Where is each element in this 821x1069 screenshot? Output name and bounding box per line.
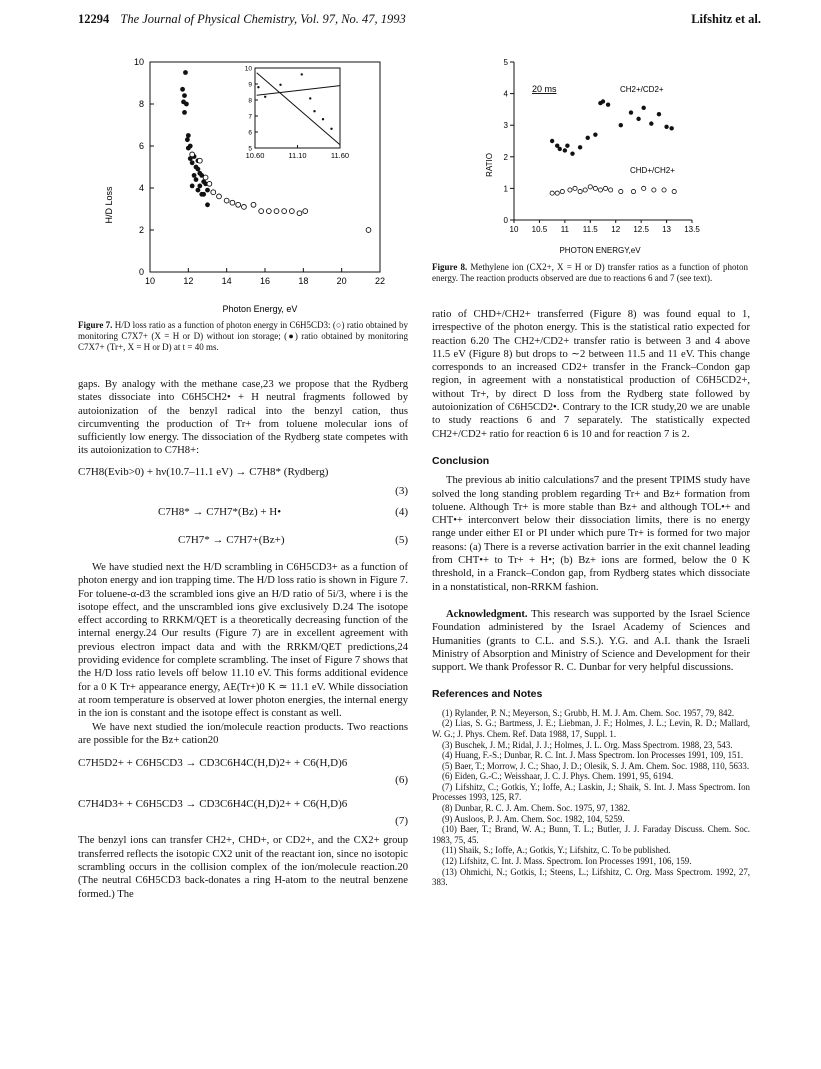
figure-8-chd-ch2-point (555, 191, 559, 195)
reference-item: (10) Baer, T.; Brand, W. A.; Bunn, T. L.; Butler, J. J. Faraday Discuss. Chem. Soc. 1983, 75, 45. (432, 824, 750, 845)
figure-8-time-annotation: 20 ms (532, 84, 557, 94)
figure-7-open-point (230, 200, 235, 205)
figure-8-ch2-cd2-point (601, 99, 605, 103)
figure-7-filled-point (185, 137, 190, 142)
figure-8-ytick: 1 (503, 184, 508, 194)
figure-8-chd-ch2-point (672, 189, 676, 193)
figure-8-xtick: 10 (509, 225, 519, 234)
figure-8-ch2-cd2-point (550, 139, 554, 143)
equation-6 (78, 757, 408, 770)
figure-7-open-point (289, 209, 294, 214)
conclusion-heading: Conclusion (432, 454, 490, 467)
figure-7-inset-point (330, 128, 332, 130)
figure-8-xtick: 12 (611, 225, 621, 234)
figure-7-xtick: 12 (183, 276, 194, 286)
figure-8-chd-ch2-point (578, 189, 582, 193)
figure-7-filled-point (197, 184, 202, 189)
figure-8-ch2-cd2-point (606, 102, 610, 106)
reference-item: (7) Lifshitz, C.; Gotkis, Y.; Ioffe, A.; Laskin, J.; Shaik, S. Int. J. Mass Spectrom. Ion Processes 1993, 125, R7. (432, 781, 750, 803)
figure-7-inset-ytick: 10 (244, 65, 252, 73)
acknowledgment-paragraph (432, 608, 750, 674)
figure-8-ch2-cd2-point (570, 151, 574, 155)
figure-7-ytick: 0 (138, 267, 144, 277)
equation-7 (78, 798, 408, 811)
figure-7-xtick: 22 (374, 276, 386, 286)
figure-7-filled-point (190, 184, 195, 189)
figure-8-ch2-cd2-point (649, 121, 653, 125)
figure-7-inset-xtick: 10.60 (245, 151, 265, 160)
figure-7-inset-ytick: 8 (248, 97, 252, 105)
figure-7-filled-point (186, 133, 191, 138)
figure-7-open-point (266, 209, 271, 214)
figure-8-xtick: 13.5 (684, 225, 700, 234)
figure-7-filled-point (205, 188, 210, 193)
figure-8-ch2-cd2-point (593, 132, 597, 136)
figure-8-caption-text: Methylene ion (CX2+, X = H or D) transfer ratios as a function of photon energy. The reaction products observed are due to reactions 6 and 7 (see text). (432, 262, 749, 283)
figure-8-ytick: 3 (503, 121, 508, 131)
equation-5-text: C7H7* → C7H7+(Bz+) (178, 533, 285, 546)
figure-7-inset-xtick: 11.60 (330, 151, 350, 160)
figure-7-filled-point (196, 167, 201, 172)
figure-8-chd-ch2-point (598, 188, 602, 192)
acknowledgment-heading: Acknowledgment. (446, 608, 528, 620)
equation-7-text: C7H4D3+ + C6H5CD3 → CD3C6H4C(H,D)2+ + C6(H,D)6 (78, 797, 348, 810)
references-list (432, 708, 750, 888)
figure-8-ylabel: RATIO (485, 153, 494, 177)
figure-7-xtick: 10 (144, 276, 156, 286)
page-header (78, 12, 761, 30)
figure-7-inset-point (257, 86, 259, 88)
figure-8-chd-ch2-point (631, 189, 635, 193)
reference-item: (13) Ohmichi, N.; Gotkis, I.; Steens, L.; Lifshitz, C. Org. Mass Spectrom. 1992, 27, 383. (432, 866, 750, 888)
figure-8-chd-ch2-point (593, 186, 597, 190)
figure-8-ytick: 2 (503, 152, 508, 162)
figure-7-filled-point (184, 102, 189, 107)
figure-7-open-point (274, 209, 279, 214)
figure-8-xtick: 12.5 (633, 225, 649, 234)
equation-4-text: C7H8* → C7H7*(Bz) + H• (158, 506, 282, 519)
figure-8-xtick: 13 (662, 225, 672, 234)
right-column (432, 308, 750, 888)
figure-7-inset-ytick: 7 (248, 113, 252, 121)
references-heading: References and Notes (432, 688, 543, 701)
figure-8-chd-ch2-point (619, 189, 623, 193)
figure-7-open-point (259, 209, 264, 214)
figure-7-inset-ytick: 9 (248, 81, 252, 89)
figure-7-inset-ytick: 6 (248, 129, 252, 137)
figure-7-xlabel: Photon Energy, eV (222, 304, 298, 314)
figure-7-filled-point (196, 188, 201, 193)
figure-7-open-point (211, 190, 216, 195)
equation-7-number: (7) (395, 815, 408, 828)
figure-7-inset-point (313, 110, 315, 112)
reference-item: (2) Lias, S. G.; Bartmess, J. E.; Liebman, J. F.; Holmes, J. L.; Levin, R. D.; Mallard, W. G.; J. Phys. Chem. Ref. Data 1988, 17, Suppl. 1. (432, 718, 750, 739)
figure-7-caption-text: H/D loss ratio as a function of photon energy in C6H5CD3: (○) ratio obtained by monitoring C7X7+ (X = H or D) without ion storage; (●) ratio obtained by monitoring C7X7+ (Tr+, X = H or D) at t = 40 ms. (78, 320, 408, 352)
journal-name: The Journal of Physical Chemistry, Vol. 97, No. 47, 1993 (120, 12, 406, 26)
figure-8-ch2-cd2-point (578, 145, 582, 149)
figure-8-ytick: 5 (503, 58, 508, 67)
figure-7-ytick: 4 (138, 183, 144, 193)
equation-4-number: (4) (395, 506, 408, 519)
running-authors: Lifshitz et al. (691, 12, 761, 26)
figure-7-filled-point (182, 93, 187, 98)
figure-8-ch2-cd2-point (586, 136, 590, 140)
figure-7-inset-point (309, 97, 311, 99)
figure-7-inset-point (279, 84, 281, 86)
figure-7-open-point (251, 202, 256, 207)
figure-8-chd-ch2-point (588, 185, 592, 189)
figure-7-chart (100, 50, 390, 315)
left-paragraph-1: gaps. By analogy with the methane case,23 we propose that the Rydberg states dissociate into C6H5CH2• + H neutral fragments followed by autoionization of the benzyl radical into the benzyl cation, thus circumventing the production of Tr+ from toluene molecular ions of sufficiently low energy. The dissociation of the Rydberg state competes with its autoionization to C7H8+: (78, 379, 408, 457)
figure-7-open-point (217, 194, 222, 199)
figure-7-open-point (190, 152, 195, 157)
figure-8-ch2-cd2-point (563, 148, 567, 152)
figure-7-filled-point (194, 177, 199, 182)
figure-7-open-point (236, 202, 241, 207)
reference-item: (12) Lifshitz, C. Int. J. Mass. Spectrom. Ion Processes 1991, 106, 159. (442, 856, 692, 867)
conclusion-paragraph: The previous ab initio calculations7 and the present TPIMS study have solved the long standing problem regarding Tr+ and Bz+ formation from toluene. Although Tr+ is more stable than Bz+ and although TOL•+ and CHT•+ interconvert below their dissociation limits, there is no energy range under either EI or PI under which pure Tr+ is formed for two major reasons: (a) There is a reverse activation barrier in the exit channel leading from CHT•+ to Tr+ + H•; (b) Bz+ ions are formed, below the 0 K threshold, in a Franck–Condon gap, from Rydberg states which dissociate in a nonstatistical, non-RRKM fashion. (432, 475, 750, 593)
figure-8-chd-ch2-point (603, 186, 607, 190)
figure-7-open-point (366, 228, 371, 233)
figure-7-ylabel: H/D Loss (104, 186, 114, 224)
equation-3-text: C7H8(Evib>0) + hν(10.7–11.1 eV) → C7H8* (Rydberg) (78, 465, 329, 478)
reference-item: (3) Buschek, J. M.; Ridal, J. J.; Holmes, J. L. Org. Mass Spectrom. 1988, 23, 543. (442, 739, 733, 750)
equation-5 (78, 534, 408, 547)
figure-8-chd-ch2-point (662, 188, 666, 192)
figure-8-ch2-cd2-point (636, 117, 640, 121)
left-paragraph-4: The benzyl ions can transfer CH2+, CHD+, or CD2+, and the CX2+ group transferred reflects the isotopic CX2 unit of the reactant ion, since no isotopic scrambling occurs in the collision complex of the ion/molecule reaction.20 (The neutral C6H5CD3 back-donates a ring H-atom to the neutral benzene formed.) The (78, 835, 408, 900)
figure-7-inset-ytick: 5 (248, 145, 252, 153)
figure-8-ch2-cd2-point (629, 110, 633, 114)
figure-7-ytick: 8 (138, 99, 144, 109)
figure-8-series2-label: CHD+/CH2+ (630, 166, 675, 175)
figure-7-xtick: 18 (298, 276, 309, 286)
figure-8-ytick: 4 (503, 89, 508, 99)
reference-item: (6) Eiden, G.-C.; Weisshaar, J. C. J. Phys. Chem. 1991, 95, 6194. (442, 771, 674, 782)
figure-7-open-point (242, 205, 247, 210)
reference-item: (1) Rylander, P. N.; Meyerson, S.; Grubb, H. M. J. Am. Chem. Soc. 1957, 79, 842. (442, 707, 735, 718)
reference-item: (4) Huang, F.-S.; Dunbar, R. C. Int. J. Mass Spectrom. Ion Processes 1991, 109, 151. (442, 750, 744, 761)
figure-7-filled-point (180, 87, 185, 92)
left-paragraph-3: We have next studied the ion/molecule reaction products. Two reactions are possible for the Bz+ cation20 (78, 721, 408, 746)
figure-8-ch2-cd2-point (669, 126, 673, 130)
figure-7-ytick: 10 (133, 57, 144, 67)
figure-8-chd-ch2-point (568, 188, 572, 192)
figure-7-caption-label: Figure 7. (78, 320, 113, 330)
reference-item: (9) Ausloos, P. J. Am. Chem. Soc. 1982, 104, 5259. (442, 813, 625, 824)
figure-8-caption-label: Figure 8. (432, 262, 468, 272)
figure-8-ch2-cd2-point (641, 106, 645, 110)
figure-8-chd-ch2-point (583, 188, 587, 192)
figure-7-ytick: 2 (138, 225, 144, 235)
figure-7-xtick: 14 (221, 276, 232, 286)
figure-8-series1-label: CH2+/CD2+ (620, 85, 664, 94)
right-paragraph-1: ratio of CHD+/CH2+ transferred (Figure 8) was found equal to 1, irrespective of the photon energy. This is the statistical ratio expected for reaction 6.20 The CH2+/CD2+ transfer ratio is between 3 and 4 above 11.5 eV (Figure 8) but drops to ∼2 between 11.5 and 11 eV. This change corresponds to an increased CD2+ transfer in the Franck–Condon gap region, in agreement with a nonstatistical production of C6H5CD2+, without Tr+, by direct D loss from the Rydberg state followed by autoionization of C6H5CD2•. Contrary to the ICR study,20 we are unable to study reactions 6 and 7 separately. The statistically expected CH2+/CD2+ ratio for reaction 6 is 10 and for reaction 7 is 2. (432, 309, 750, 440)
figure-7-inset-point (322, 118, 324, 120)
equation-4 (78, 506, 408, 519)
figure-8-xlabel: PHOTON ENERGY,eV (559, 246, 641, 255)
figure-7-filled-point (190, 160, 195, 165)
figure-7-filled-point (205, 202, 210, 207)
figure-7-open-point (197, 158, 202, 163)
left-column (78, 378, 408, 901)
left-paragraph-2: We have studied next the H/D scrambling in C6H5CD3+ as a function of photon energy and ion trapping time. The H/D loss ratio is shown in Figure 7. For toluene-α-d3 the scrambled ions give an H/D ratio of 5i/3, where i is the isotope effect, and the unscrambled ions give exclusively D.24 The isotope effect according to RRKM/QET is a theoretically decreasing function of the internal energy.24 Our results (Figure 7) are in excellent agreement with previous electron impact data and with the RRKM/QET predictions,24 providing evidence for complete scrambling. The inset of Figure 7 shows that the H/D loss ratio levels off below 11.10 eV. This forms additional evidence for a 0 K Tr+ appearance energy, AE(Tr+)0 K ≃ 11.1 eV. While dissociation at room temperature is observed at lower photon energies, the internal energy in the ion is constant and the isotope effect is constant as well. (78, 561, 408, 720)
figure-7-filled-point (182, 110, 187, 115)
figure-8-chd-ch2-point (573, 186, 577, 190)
figure-8-chart (480, 50, 710, 260)
figure-8-ch2-cd2-point (558, 147, 562, 151)
acknowledgment-text: This research was supported by the Israel Science Foundation administered by the Israel Academy of Sciences and Humanities (grants to C.L. and S.S.). Y.G. and A.I. thank the Israeli Ministry of Absorption and Ministry of Science and Development for their support. We thank Professor R. C. Dunbar for very helpful discussions. (432, 608, 750, 674)
figure-8-chd-ch2-point (652, 188, 656, 192)
figure-7-open-point (297, 211, 302, 216)
figure-7-xtick: 20 (336, 276, 347, 286)
reference-item: (5) Baer, T.; Morrow, J. C.; Shao, J. D.; Olesik, S. J. Am. Chem. Soc. 1988, 110, 5633. (442, 760, 750, 771)
figure-7-filled-point (201, 192, 206, 197)
figure-7-ytick: 6 (138, 141, 144, 151)
reference-item: (11) Shaik, S.; Ioffe, A.; Gotkis, Y.; Lifshitz, C. To be published. (442, 845, 671, 856)
figure-8-xtick: 10.5 (531, 225, 548, 234)
figure-8-chd-ch2-point (642, 186, 646, 190)
figure-7-xtick: 16 (259, 276, 271, 286)
figure-8-ytick: 0 (503, 216, 508, 225)
figure-8-chd-ch2-point (550, 191, 554, 195)
figure-7-open-point (224, 198, 229, 203)
figure-7-open-point (282, 209, 287, 214)
reference-item: (8) Dunbar, R. C. J. Am. Chem. Soc. 1975, 97, 1382. (442, 803, 630, 814)
page-number: 12294 (78, 12, 110, 26)
figure-8-chd-ch2-point (560, 189, 564, 193)
figure-8-ch2-cd2-point (657, 112, 661, 116)
figure-7-filled-point (192, 173, 197, 178)
figure-7-open-point (207, 181, 212, 186)
figure-8-ch2-cd2-point (619, 123, 623, 127)
figure-8-ch2-cd2-point (664, 125, 668, 129)
figure-8-caption (432, 262, 748, 284)
figure-8-xtick: 11 (560, 225, 570, 234)
figure-7-inset-point (301, 73, 303, 75)
equation-6-number: (6) (395, 774, 408, 787)
figure-7-inset-xtick: 11.10 (288, 151, 307, 160)
equation-3-number: (3) (395, 485, 408, 498)
figure-7-inset-point (264, 96, 266, 98)
figure-7-filled-point (183, 70, 188, 75)
figure-7-open-point (203, 175, 208, 180)
equation-5-number: (5) (395, 533, 408, 546)
figure-7-open-point (303, 209, 308, 214)
figure-8-ch2-cd2-point (565, 144, 569, 148)
figure-8-xtick: 11.5 (582, 225, 598, 234)
equation-3 (78, 466, 408, 479)
equation-6-text: C7H5D2+ + C6H5CD3 → CD3C6H4C(H,D)2+ + C6(H,D)6 (78, 757, 348, 770)
figure-8-chd-ch2-point (609, 188, 613, 192)
figure-7-caption (78, 320, 408, 353)
figure-7-filled-point (186, 146, 191, 151)
